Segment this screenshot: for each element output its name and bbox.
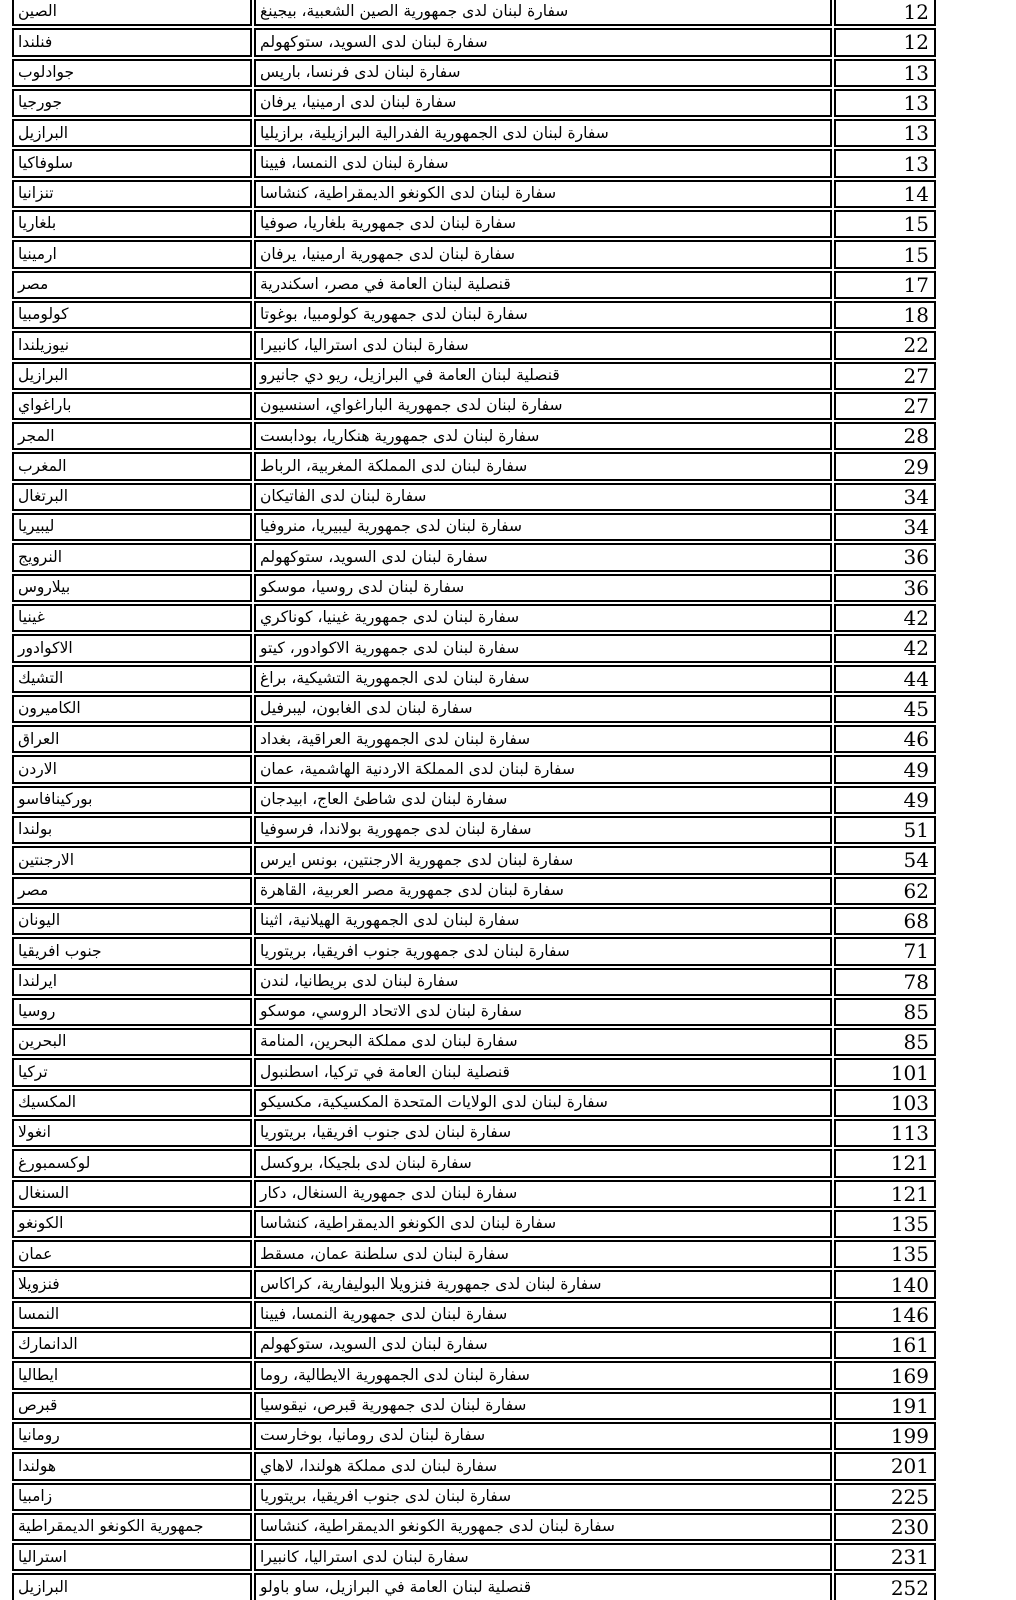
mission-cell: سفارة لبنان لدى الاتحاد الروسي، موسكو bbox=[254, 998, 832, 1026]
country-cell: مصر bbox=[12, 271, 252, 299]
mission-cell: سفارة لبنان لدى روسيا، موسكو bbox=[254, 574, 832, 602]
country-cell: قبرص bbox=[12, 1392, 252, 1420]
mission-cell: سفارة لبنان لدى جمهورية السنغال، دكار bbox=[254, 1180, 832, 1208]
mission-cell: سفارة لبنان لدى جمهورية الكونغو الديمقراطية، كنشاسا bbox=[254, 1513, 832, 1541]
country-cell: هولندا bbox=[12, 1452, 252, 1480]
mission-cell: سفارة لبنان لدى مملكة هولندا، لاهاي bbox=[254, 1452, 832, 1480]
count-cell: 49 bbox=[834, 786, 936, 814]
country-cell: بولندا bbox=[12, 816, 252, 844]
mission-cell: سفارة لبنان لدى جمهورية بولاندا، فرسوفيا bbox=[254, 816, 832, 844]
table-row bbox=[12, 362, 936, 390]
table-row bbox=[12, 725, 936, 753]
table-row bbox=[12, 1483, 936, 1511]
count-cell: 201 bbox=[834, 1452, 936, 1480]
mission-cell: سفارة لبنان لدى جمهورية بلغاريا، صوفيا bbox=[254, 210, 832, 238]
mission-cell: سفارة لبنان لدى جمهورية غينيا، كوناكري bbox=[254, 604, 832, 632]
count-cell: 85 bbox=[834, 998, 936, 1026]
count-cell: 42 bbox=[834, 604, 936, 632]
count-cell: 13 bbox=[834, 89, 936, 117]
country-cell: البرازيل bbox=[12, 119, 252, 147]
table-row bbox=[12, 755, 936, 783]
mission-cell: سفارة لبنان لدى الجمهورية الفدرالية البرازيلية، برازيليا bbox=[254, 119, 832, 147]
count-cell: 28 bbox=[834, 422, 936, 450]
country-cell: المجر bbox=[12, 422, 252, 450]
table-row bbox=[12, 301, 936, 329]
count-cell: 22 bbox=[834, 331, 936, 359]
table-row bbox=[12, 695, 936, 723]
count-cell: 51 bbox=[834, 816, 936, 844]
table-row bbox=[12, 422, 936, 450]
count-cell: 121 bbox=[834, 1180, 936, 1208]
country-cell: التشيك bbox=[12, 665, 252, 693]
table-row bbox=[12, 180, 936, 208]
mission-cell: سفارة لبنان لدى جمهورية ليبيريا، منروفيا bbox=[254, 513, 832, 541]
mission-cell: سفارة لبنان لدى الولايات المتحدة المكسيكية، مكسيكو bbox=[254, 1089, 832, 1117]
count-cell: 34 bbox=[834, 513, 936, 541]
table-row bbox=[12, 210, 936, 238]
table-row bbox=[12, 1361, 936, 1389]
table-row bbox=[12, 574, 936, 602]
table-row bbox=[12, 483, 936, 511]
count-cell: 29 bbox=[834, 452, 936, 480]
table-row bbox=[12, 0, 936, 26]
table-row bbox=[12, 1331, 936, 1359]
mission-cell: سفارة لبنان لدى الكونغو الديمقراطية، كنشاسا bbox=[254, 180, 832, 208]
count-cell: 113 bbox=[834, 1119, 936, 1147]
mission-cell: قنصلية لبنان العامة في تركيا، اسطنبول bbox=[254, 1058, 832, 1086]
table-row bbox=[12, 907, 936, 935]
country-cell: مصر bbox=[12, 877, 252, 905]
country-cell: باراغواي bbox=[12, 392, 252, 420]
mission-cell: سفارة لبنان لدى جمهورية الاكوادور، كيتو bbox=[254, 634, 832, 662]
country-cell: لوكسمبورغ bbox=[12, 1149, 252, 1177]
count-cell: 12 bbox=[834, 28, 936, 56]
mission-cell: سفارة لبنان لدى مملكة البحرين، المنامة bbox=[254, 1028, 832, 1056]
count-cell: 135 bbox=[834, 1210, 936, 1238]
table-row bbox=[12, 59, 936, 87]
embassies-table bbox=[10, 0, 938, 1600]
mission-cell: قنصلية لبنان العامة في البرازيل، ريو دي جانيرو bbox=[254, 362, 832, 390]
count-cell: 71 bbox=[834, 937, 936, 965]
mission-cell: سفارة لبنان لدى جمهورية كولومبيا، بوغوتا bbox=[254, 301, 832, 329]
country-cell: بوركينافاسو bbox=[12, 786, 252, 814]
table-row bbox=[12, 1422, 936, 1450]
table-row bbox=[12, 28, 936, 56]
mission-cell: سفارة لبنان لدى الجمهورية الايطالية، روما bbox=[254, 1361, 832, 1389]
mission-cell: سفارة لبنان لدى سلطنة عمان، مسقط bbox=[254, 1240, 832, 1268]
count-cell: 101 bbox=[834, 1058, 936, 1086]
table-row bbox=[12, 331, 936, 359]
country-cell: السنغال bbox=[12, 1180, 252, 1208]
count-cell: 12 bbox=[834, 0, 936, 26]
country-cell: زامبيا bbox=[12, 1483, 252, 1511]
table-row bbox=[12, 543, 936, 571]
count-cell: 230 bbox=[834, 1513, 936, 1541]
table-row bbox=[12, 998, 936, 1026]
mission-cell: قنصلية لبنان العامة في مصر، اسكندرية bbox=[254, 271, 832, 299]
country-cell: المكسيك bbox=[12, 1089, 252, 1117]
count-cell: 27 bbox=[834, 362, 936, 390]
mission-cell: سفارة لبنان لدى جمهورية الارجنتين، بونس ايرس bbox=[254, 846, 832, 874]
table-row bbox=[12, 1270, 936, 1298]
country-cell: روسيا bbox=[12, 998, 252, 1026]
mission-cell: سفارة لبنان لدى جمهورية فنزويلا البوليفارية، كراكاس bbox=[254, 1270, 832, 1298]
count-cell: 13 bbox=[834, 59, 936, 87]
country-cell: غينيا bbox=[12, 604, 252, 632]
count-cell: 18 bbox=[834, 301, 936, 329]
mission-cell: سفارة لبنان لدى المملكة المغربية، الرباط bbox=[254, 452, 832, 480]
mission-cell: سفارة لبنان لدى جمهورية قبرص، نيقوسيا bbox=[254, 1392, 832, 1420]
count-cell: 103 bbox=[834, 1089, 936, 1117]
table-row bbox=[12, 786, 936, 814]
table-row bbox=[12, 1028, 936, 1056]
mission-cell: سفارة لبنان لدى جنوب افريقيا، بريتوريا bbox=[254, 1483, 832, 1511]
mission-cell: سفارة لبنان لدى بريطانيا، لندن bbox=[254, 968, 832, 996]
count-cell: 191 bbox=[834, 1392, 936, 1420]
count-cell: 140 bbox=[834, 1270, 936, 1298]
mission-cell: سفارة لبنان لدى شاطئ العاج، ابيدجان bbox=[254, 786, 832, 814]
mission-cell: سفارة لبنان لدى جمهورية ارمينيا، يرفان bbox=[254, 240, 832, 268]
country-cell: اليونان bbox=[12, 907, 252, 935]
count-cell: 44 bbox=[834, 665, 936, 693]
table-row bbox=[12, 1210, 936, 1238]
table-row bbox=[12, 513, 936, 541]
mission-cell: سفارة لبنان لدى رومانيا، بوخارست bbox=[254, 1422, 832, 1450]
mission-cell: سفارة لبنان لدى بلجيكا، بروكسل bbox=[254, 1149, 832, 1177]
count-cell: 199 bbox=[834, 1422, 936, 1450]
mission-cell: سفارة لبنان لدى استراليا، كانبيرا bbox=[254, 1543, 832, 1571]
country-cell: الكونغو bbox=[12, 1210, 252, 1238]
country-cell: العراق bbox=[12, 725, 252, 753]
count-cell: 231 bbox=[834, 1543, 936, 1571]
mission-cell: سفارة لبنان لدى الكونغو الديمقراطية، كنشاسا bbox=[254, 1210, 832, 1238]
table-row bbox=[12, 937, 936, 965]
mission-cell: سفارة لبنان لدى الفاتيكان bbox=[254, 483, 832, 511]
count-cell: 169 bbox=[834, 1361, 936, 1389]
mission-cell: قنصلية لبنان العامة في البرازيل، ساو باولو bbox=[254, 1573, 832, 1600]
table-row bbox=[12, 119, 936, 147]
table-row bbox=[12, 816, 936, 844]
table-row bbox=[12, 1058, 936, 1086]
country-cell: تنزانيا bbox=[12, 180, 252, 208]
country-cell: جمهورية الكونغو الديمقراطية bbox=[12, 1513, 252, 1541]
country-cell: رومانيا bbox=[12, 1422, 252, 1450]
table-row bbox=[12, 1240, 936, 1268]
table-row bbox=[12, 89, 936, 117]
table-row bbox=[12, 604, 936, 632]
country-cell: الكاميرون bbox=[12, 695, 252, 723]
count-cell: 68 bbox=[834, 907, 936, 935]
count-cell: 36 bbox=[834, 574, 936, 602]
table-row bbox=[12, 1392, 936, 1420]
table-row bbox=[12, 392, 936, 420]
table-row bbox=[12, 1149, 936, 1177]
count-cell: 54 bbox=[834, 846, 936, 874]
table-row bbox=[12, 1119, 936, 1147]
country-cell: ايطاليا bbox=[12, 1361, 252, 1389]
embassies-table-body bbox=[12, 0, 936, 1600]
country-cell: استراليا bbox=[12, 1543, 252, 1571]
country-cell: ايرلندا bbox=[12, 968, 252, 996]
country-cell: البرتغال bbox=[12, 483, 252, 511]
country-cell: عمان bbox=[12, 1240, 252, 1268]
table-row bbox=[12, 968, 936, 996]
country-cell: الدانمارك bbox=[12, 1331, 252, 1359]
mission-cell: سفارة لبنان لدى جمهورية النمسا، فيينا bbox=[254, 1301, 832, 1329]
mission-cell: سفارة لبنان لدى ارمينيا، يرفان bbox=[254, 89, 832, 117]
country-cell: فنلندا bbox=[12, 28, 252, 56]
country-cell: النرويج bbox=[12, 543, 252, 571]
mission-cell: سفارة لبنان لدى جمهورية جنوب افريقيا، بريتوريا bbox=[254, 937, 832, 965]
count-cell: 85 bbox=[834, 1028, 936, 1056]
count-cell: 135 bbox=[834, 1240, 936, 1268]
mission-cell: سفارة لبنان لدى السويد، ستوكهولم bbox=[254, 1331, 832, 1359]
country-cell: سلوفاكيا bbox=[12, 149, 252, 177]
count-cell: 121 bbox=[834, 1149, 936, 1177]
count-cell: 15 bbox=[834, 210, 936, 238]
country-cell: بيلاروس bbox=[12, 574, 252, 602]
count-cell: 161 bbox=[834, 1331, 936, 1359]
country-cell: البحرين bbox=[12, 1028, 252, 1056]
country-cell: الاردن bbox=[12, 755, 252, 783]
table-row bbox=[12, 1089, 936, 1117]
count-cell: 14 bbox=[834, 180, 936, 208]
mission-cell: سفارة لبنان لدى النمسا، فيينا bbox=[254, 149, 832, 177]
count-cell: 46 bbox=[834, 725, 936, 753]
mission-cell: سفارة لبنان لدى جنوب افريقيا، بريتوريا bbox=[254, 1119, 832, 1147]
table-row bbox=[12, 634, 936, 662]
count-cell: 252 bbox=[834, 1573, 936, 1600]
count-cell: 45 bbox=[834, 695, 936, 723]
count-cell: 78 bbox=[834, 968, 936, 996]
country-cell: بلغاريا bbox=[12, 210, 252, 238]
mission-cell: سفارة لبنان لدى السويد، ستوكهولم bbox=[254, 543, 832, 571]
mission-cell: سفارة لبنان لدى الجمهورية العراقية، بغداد bbox=[254, 725, 832, 753]
country-cell: ارمينيا bbox=[12, 240, 252, 268]
mission-cell: سفارة لبنان لدى جمهورية الصين الشعبية، بيجينغ bbox=[254, 0, 832, 26]
table-row bbox=[12, 149, 936, 177]
count-cell: 13 bbox=[834, 149, 936, 177]
country-cell: فنزويلا bbox=[12, 1270, 252, 1298]
table-row bbox=[12, 1513, 936, 1541]
table-row bbox=[12, 1543, 936, 1571]
table-row bbox=[12, 452, 936, 480]
count-cell: 62 bbox=[834, 877, 936, 905]
count-cell: 15 bbox=[834, 240, 936, 268]
table-row bbox=[12, 1180, 936, 1208]
mission-cell: سفارة لبنان لدى الجمهورية التشيكية، براغ bbox=[254, 665, 832, 693]
mission-cell: سفارة لبنان لدى الجمهورية الهيلانية، اثينا bbox=[254, 907, 832, 935]
country-cell: ليبيريا bbox=[12, 513, 252, 541]
table-row bbox=[12, 877, 936, 905]
mission-cell: سفارة لبنان لدى استراليا، كانبيرا bbox=[254, 331, 832, 359]
count-cell: 42 bbox=[834, 634, 936, 662]
table-row bbox=[12, 1573, 936, 1600]
country-cell: جوادلوب bbox=[12, 59, 252, 87]
table-row bbox=[12, 1452, 936, 1480]
country-cell: جنوب افريقيا bbox=[12, 937, 252, 965]
count-cell: 13 bbox=[834, 119, 936, 147]
count-cell: 34 bbox=[834, 483, 936, 511]
country-cell: المغرب bbox=[12, 452, 252, 480]
country-cell: نيوزيلندا bbox=[12, 331, 252, 359]
table-row bbox=[12, 665, 936, 693]
country-cell: كولومبيا bbox=[12, 301, 252, 329]
count-cell: 225 bbox=[834, 1483, 936, 1511]
mission-cell: سفارة لبنان لدى جمهورية هنكاريا، بودابست bbox=[254, 422, 832, 450]
count-cell: 49 bbox=[834, 755, 936, 783]
country-cell: جورجيا bbox=[12, 89, 252, 117]
count-cell: 27 bbox=[834, 392, 936, 420]
count-cell: 36 bbox=[834, 543, 936, 571]
mission-cell: سفارة لبنان لدى السويد، ستوكهولم bbox=[254, 28, 832, 56]
country-cell: الارجنتين bbox=[12, 846, 252, 874]
count-cell: 17 bbox=[834, 271, 936, 299]
table-row bbox=[12, 240, 936, 268]
country-cell: النمسا bbox=[12, 1301, 252, 1329]
country-cell: البرازيل bbox=[12, 1573, 252, 1600]
country-cell: تركيا bbox=[12, 1058, 252, 1086]
mission-cell: سفارة لبنان لدى فرنسا، باريس bbox=[254, 59, 832, 87]
mission-cell: سفارة لبنان لدى المملكة الاردنية الهاشمية، عمان bbox=[254, 755, 832, 783]
table-row bbox=[12, 1301, 936, 1329]
country-cell: الصين bbox=[12, 0, 252, 26]
country-cell: الاكوادور bbox=[12, 634, 252, 662]
country-cell: البرازيل bbox=[12, 362, 252, 390]
table-row bbox=[12, 271, 936, 299]
mission-cell: سفارة لبنان لدى جمهورية مصر العربية، القاهرة bbox=[254, 877, 832, 905]
mission-cell: سفارة لبنان لدى الغابون، ليبرفيل bbox=[254, 695, 832, 723]
country-cell: انغولا bbox=[12, 1119, 252, 1147]
count-cell: 146 bbox=[834, 1301, 936, 1329]
mission-cell: سفارة لبنان لدى جمهورية الباراغواي، اسنسيون bbox=[254, 392, 832, 420]
table-row bbox=[12, 846, 936, 874]
